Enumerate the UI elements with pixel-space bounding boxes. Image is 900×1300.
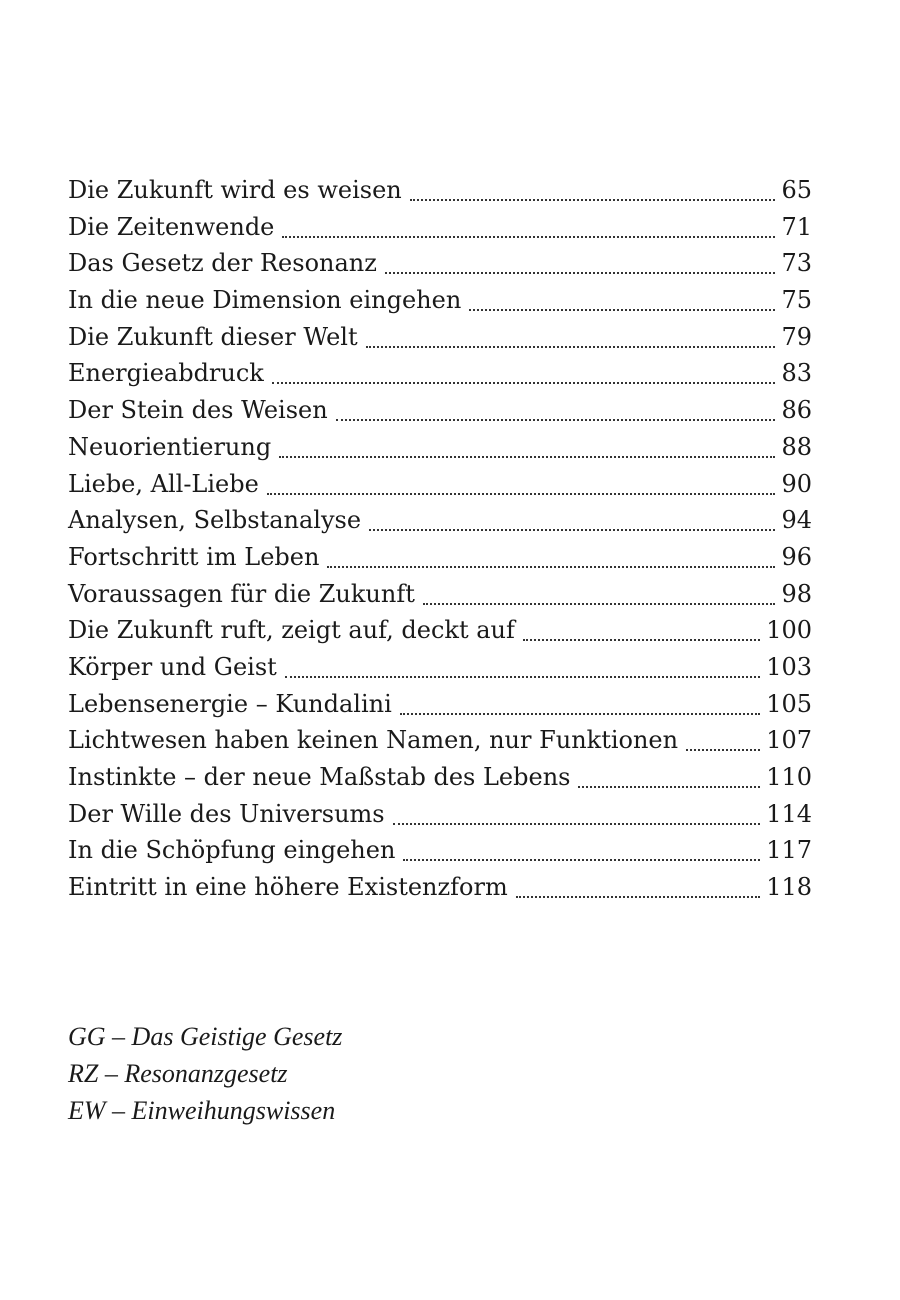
table-of-contents <box>68 172 812 906</box>
toc-entry-page: 75 <box>781 286 812 315</box>
toc-entry-page: 107 <box>766 726 812 755</box>
toc-entry-title: Der Wille des Universums <box>68 799 385 828</box>
toc-entry[interactable] <box>68 172 812 209</box>
toc-entry[interactable] <box>68 392 812 429</box>
toc-leader-dots <box>282 236 775 238</box>
toc-list <box>68 172 812 906</box>
toc-entry-page: 117 <box>766 836 812 865</box>
toc-entry-title: Der Stein des Weisen <box>68 396 328 425</box>
toc-leader-dots <box>523 639 760 641</box>
toc-entry-page: 86 <box>781 396 812 425</box>
toc-entry-page: 71 <box>781 212 812 241</box>
toc-entry-page: 100 <box>766 616 812 645</box>
toc-leader-dots <box>267 493 776 495</box>
toc-entry-page: 110 <box>766 763 812 791</box>
toc-leader-dots <box>516 896 760 898</box>
toc-entry[interactable] <box>68 355 812 392</box>
toc-entry-title: Neuorientierung <box>68 432 272 461</box>
toc-entry-page: 73 <box>781 249 812 278</box>
toc-entry-page: 103 <box>766 652 812 681</box>
toc-entry-title: Energieabdruck <box>68 359 264 388</box>
toc-entry[interactable] <box>68 612 812 649</box>
toc-leader-dots <box>336 419 776 421</box>
toc-leader-dots <box>469 309 775 311</box>
abbreviation-legend <box>68 1018 342 1129</box>
toc-entry[interactable] <box>68 245 812 282</box>
toc-entry[interactable] <box>68 282 812 319</box>
toc-entry-page: 96 <box>781 542 812 571</box>
toc-entry[interactable] <box>68 649 812 686</box>
toc-entry[interactable] <box>68 209 812 246</box>
toc-entry-page: 98 <box>781 579 812 608</box>
toc-leader-dots <box>272 382 776 384</box>
toc-entry-page: 90 <box>781 469 812 498</box>
toc-entry-title: Liebe, All-Liebe <box>68 469 259 498</box>
toc-entry[interactable] <box>68 466 812 503</box>
toc-leader-dots <box>385 272 776 274</box>
toc-entry-page: 83 <box>781 359 812 388</box>
toc-entry[interactable] <box>68 429 812 466</box>
toc-entry-title: Analysen, Selbstanalyse <box>68 506 362 535</box>
toc-leader-dots <box>686 749 760 751</box>
toc-entry-page: 65 <box>781 176 812 204</box>
toc-entry-title: In die Schöpfung eingehen <box>68 836 396 865</box>
toc-entry-page: 114 <box>766 799 812 828</box>
toc-entry-title: Die Zeitenwende <box>68 212 275 241</box>
toc-entry-title: In die neue Dimension eingehen <box>68 286 462 315</box>
toc-entry-page: 118 <box>766 873 812 902</box>
legend-item-gg: GG – Das Geistige Gesetz <box>68 1022 343 1051</box>
toc-leader-dots <box>285 676 760 678</box>
toc-entry[interactable] <box>68 502 812 539</box>
toc-entry-page: 94 <box>781 506 812 535</box>
toc-entry[interactable] <box>68 686 812 723</box>
toc-leader-dots <box>393 823 761 825</box>
toc-entry-page: 105 <box>766 689 812 718</box>
toc-entry[interactable] <box>68 759 812 796</box>
toc-entry[interactable] <box>68 722 812 759</box>
toc-entry-title: Eintritt in eine höhere Existenzform <box>68 873 508 902</box>
legend-item-ew: EW – Einweihungswissen <box>68 1096 336 1125</box>
toc-entry-title: Fortschritt im Leben <box>68 542 320 571</box>
toc-entry[interactable] <box>68 539 812 576</box>
toc-leader-dots <box>403 859 760 861</box>
toc-entry-title: Körper und Geist <box>68 652 277 681</box>
legend-item-rz: RZ – Resonanzgesetz <box>68 1059 288 1088</box>
toc-entry-page: 79 <box>781 322 812 351</box>
toc-leader-dots <box>578 786 760 788</box>
toc-entry[interactable] <box>68 319 812 356</box>
toc-entry-title: Lebensenergie – Kundalini <box>68 689 392 718</box>
toc-leader-dots <box>400 713 760 715</box>
toc-entry-title: Instinkte – der neue Maßstab des Lebens <box>68 763 571 791</box>
toc-leader-dots <box>410 199 776 201</box>
toc-leader-dots <box>369 529 775 531</box>
toc-entry[interactable] <box>68 869 812 906</box>
toc-entry-page: 88 <box>781 432 812 461</box>
toc-entry-title: Voraussagen für die Zukunft <box>68 579 415 608</box>
toc-leader-dots <box>366 346 776 348</box>
toc-leader-dots <box>423 603 776 605</box>
toc-leader-dots <box>279 456 775 458</box>
toc-entry-title: Die Zukunft wird es weisen <box>68 176 402 204</box>
toc-entry[interactable] <box>68 832 812 869</box>
toc-entry-title: Lichtwesen haben keinen Namen, nur Funktionen <box>68 726 679 755</box>
toc-entry-title: Die Zukunft dieser Welt <box>68 322 358 351</box>
toc-entry[interactable] <box>68 796 812 833</box>
toc-entry-title: Die Zukunft ruft, zeigt auf, deckt auf <box>68 616 515 645</box>
toc-entry[interactable] <box>68 576 812 613</box>
toc-leader-dots <box>327 566 775 568</box>
toc-entry-title: Das Gesetz der Resonanz <box>68 249 377 278</box>
